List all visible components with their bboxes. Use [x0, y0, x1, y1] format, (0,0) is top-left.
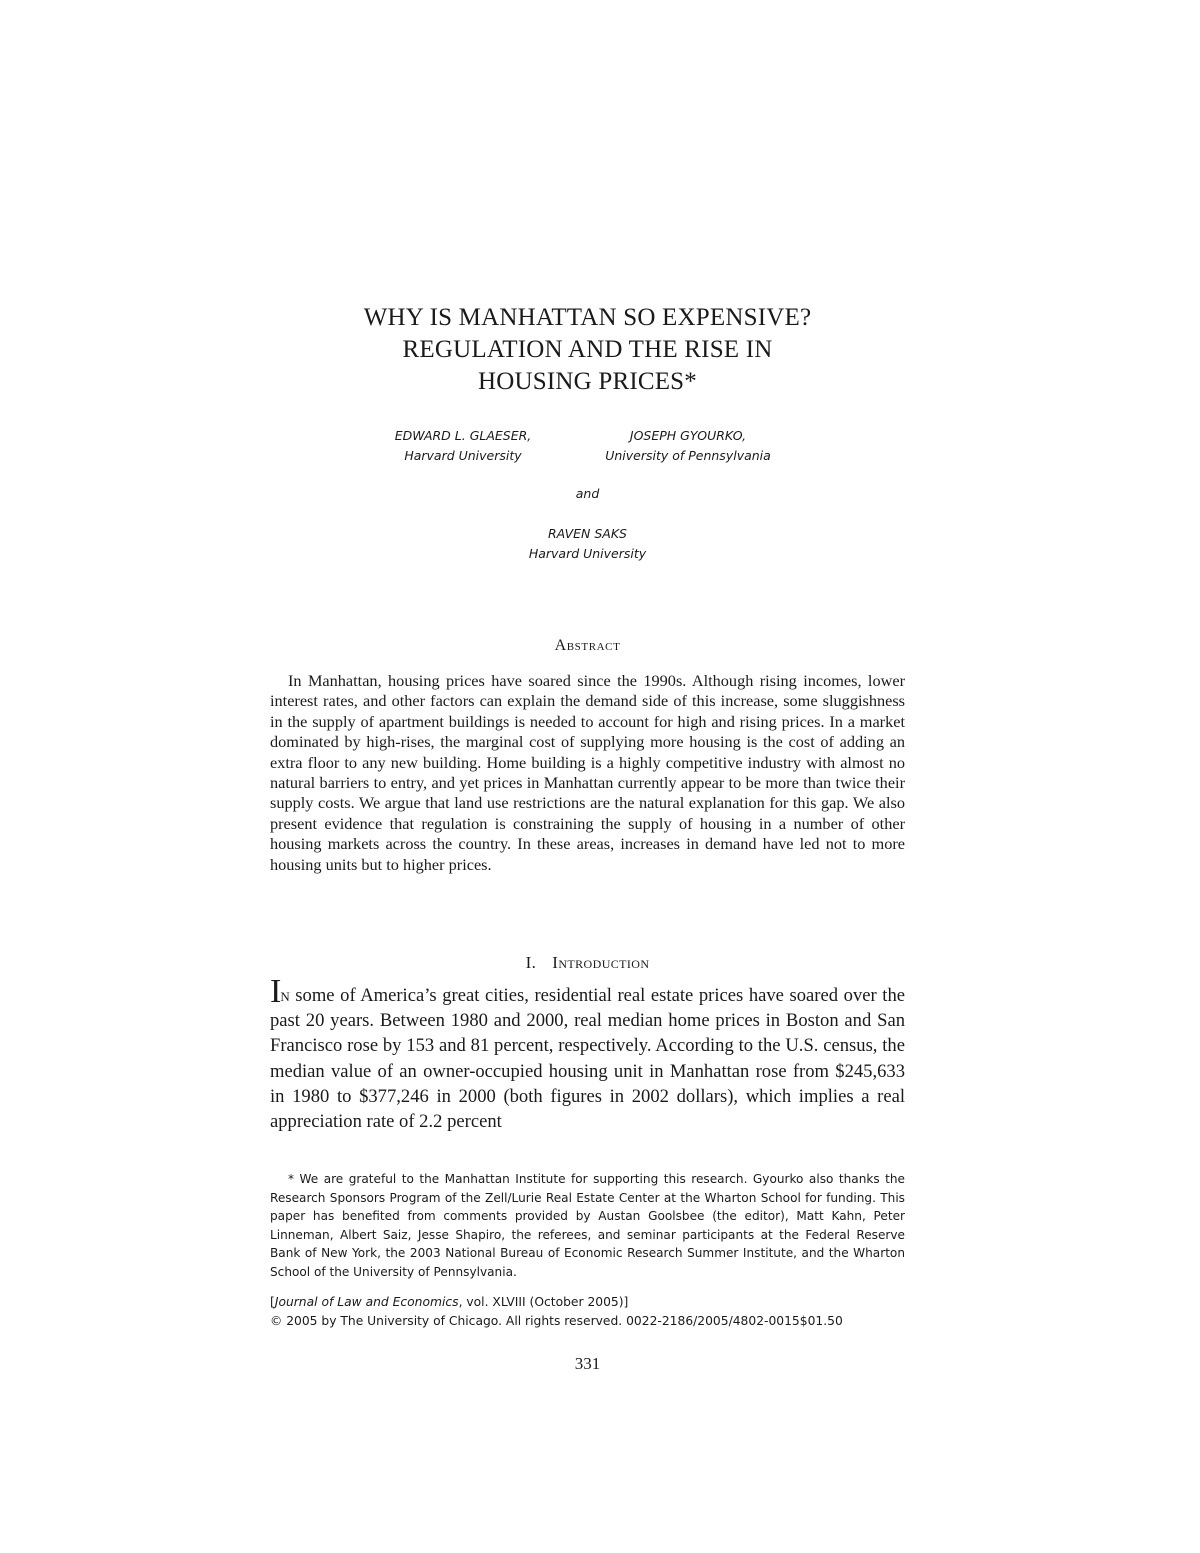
abstract-heading: Abstract [554, 637, 621, 654]
copyright-line: © 2005 by The University of Chicago. All rights reserved. 0022-2186/2005/4802-0015$01.50 [270, 1314, 843, 1328]
author-affiliation: University of Pennsylvania [605, 448, 771, 463]
section-heading [270, 953, 905, 973]
title-line-1: WHY IS MANHATTAN SO EXPENSIVE? [363, 304, 812, 331]
title-line-3: HOUSING PRICES* [477, 368, 697, 395]
author-glaeser [368, 426, 558, 466]
acknowledgement-footnote: * We are grateful to the Manhattan Institute for supporting this research. Gyourko also thanks the Research Sponsors Program of the Zell/Lurie Real Estate Center at the Wharton School for funding. This paper has benefited from comments provided by Austan Goolsbee (the editor), Matt Kahn, Peter Linneman, Albert Saiz, Jesse Shapiro, the referees, and seminar participants at the Federal Reserve Bank of New York, the 2003 National Bureau of Economic Research Summer Institute, and the Wharton School of the University of Pennsylvania. [270, 1172, 905, 1279]
journal-details: , vol. XLVIII (October 2005)] [458, 1295, 629, 1309]
author-gyourko [588, 426, 788, 466]
author-name: RAVEN SAKS [547, 526, 627, 541]
page-number: 331 [574, 1354, 601, 1373]
paper-title [270, 302, 905, 398]
drop-cap: I [270, 973, 281, 1010]
author-conjunction: and [575, 486, 600, 501]
author-affiliation: Harvard University [528, 546, 647, 561]
section-number: I. [525, 953, 537, 972]
abstract-text: In Manhattan, housing prices have soared since the 1990s. Although rising incomes, lower interest rates, and other factors can explain the demand side of this increase, some sluggishness in the supply of apartment buildings is needed to account for high and rising prices. In a market dominated by high-rises, the marginal cost of supplying more housing is the cost of adding an extra floor to any new building. Home building is a highly competitive industry with almost no natural barriers to entry, and yet prices in Manhattan currently appear to be more than twice their supply costs. We argue that land use restrictions are the natural explanation for this gap. We also present evidence that regulation is constraining the supply of housing in a number of other housing markets across the country. In these areas, increases in demand have led not to more housing units but to higher prices. [270, 671, 905, 874]
author-saks [270, 524, 905, 564]
section-name: Introduction [552, 953, 650, 972]
introduction-text: some of America’s great cities, residential real estate prices have soared over the past 20 years. Between 1980 and 2000, real median home prices in Boston and San Francisco rose by 153 and 81 percent, respectively. According to the U.S. census, the median value of an owner-occupied housing unit in Manhattan rose from $245,633 in 1980 to $377,246 in 2000 (both figures in 2002 dollars), which implies a real appreciation rate of 2.2 percent [270, 985, 905, 1133]
journal-citation [270, 1293, 905, 1311]
author-block [270, 426, 905, 466]
title-line-2: REGULATION AND THE RISE IN [402, 336, 773, 363]
introduction-paragraph [270, 973, 905, 1134]
author-affiliation: Harvard University [404, 448, 522, 463]
author-name: JOSEPH GYOURKO, [629, 428, 747, 443]
journal-bracket: [ [270, 1295, 275, 1309]
drop-cap-rest: n [280, 985, 290, 1005]
author-name: EDWARD L. GLAESER, [394, 428, 532, 443]
journal-title: Journal of Law and Economics [274, 1295, 459, 1309]
